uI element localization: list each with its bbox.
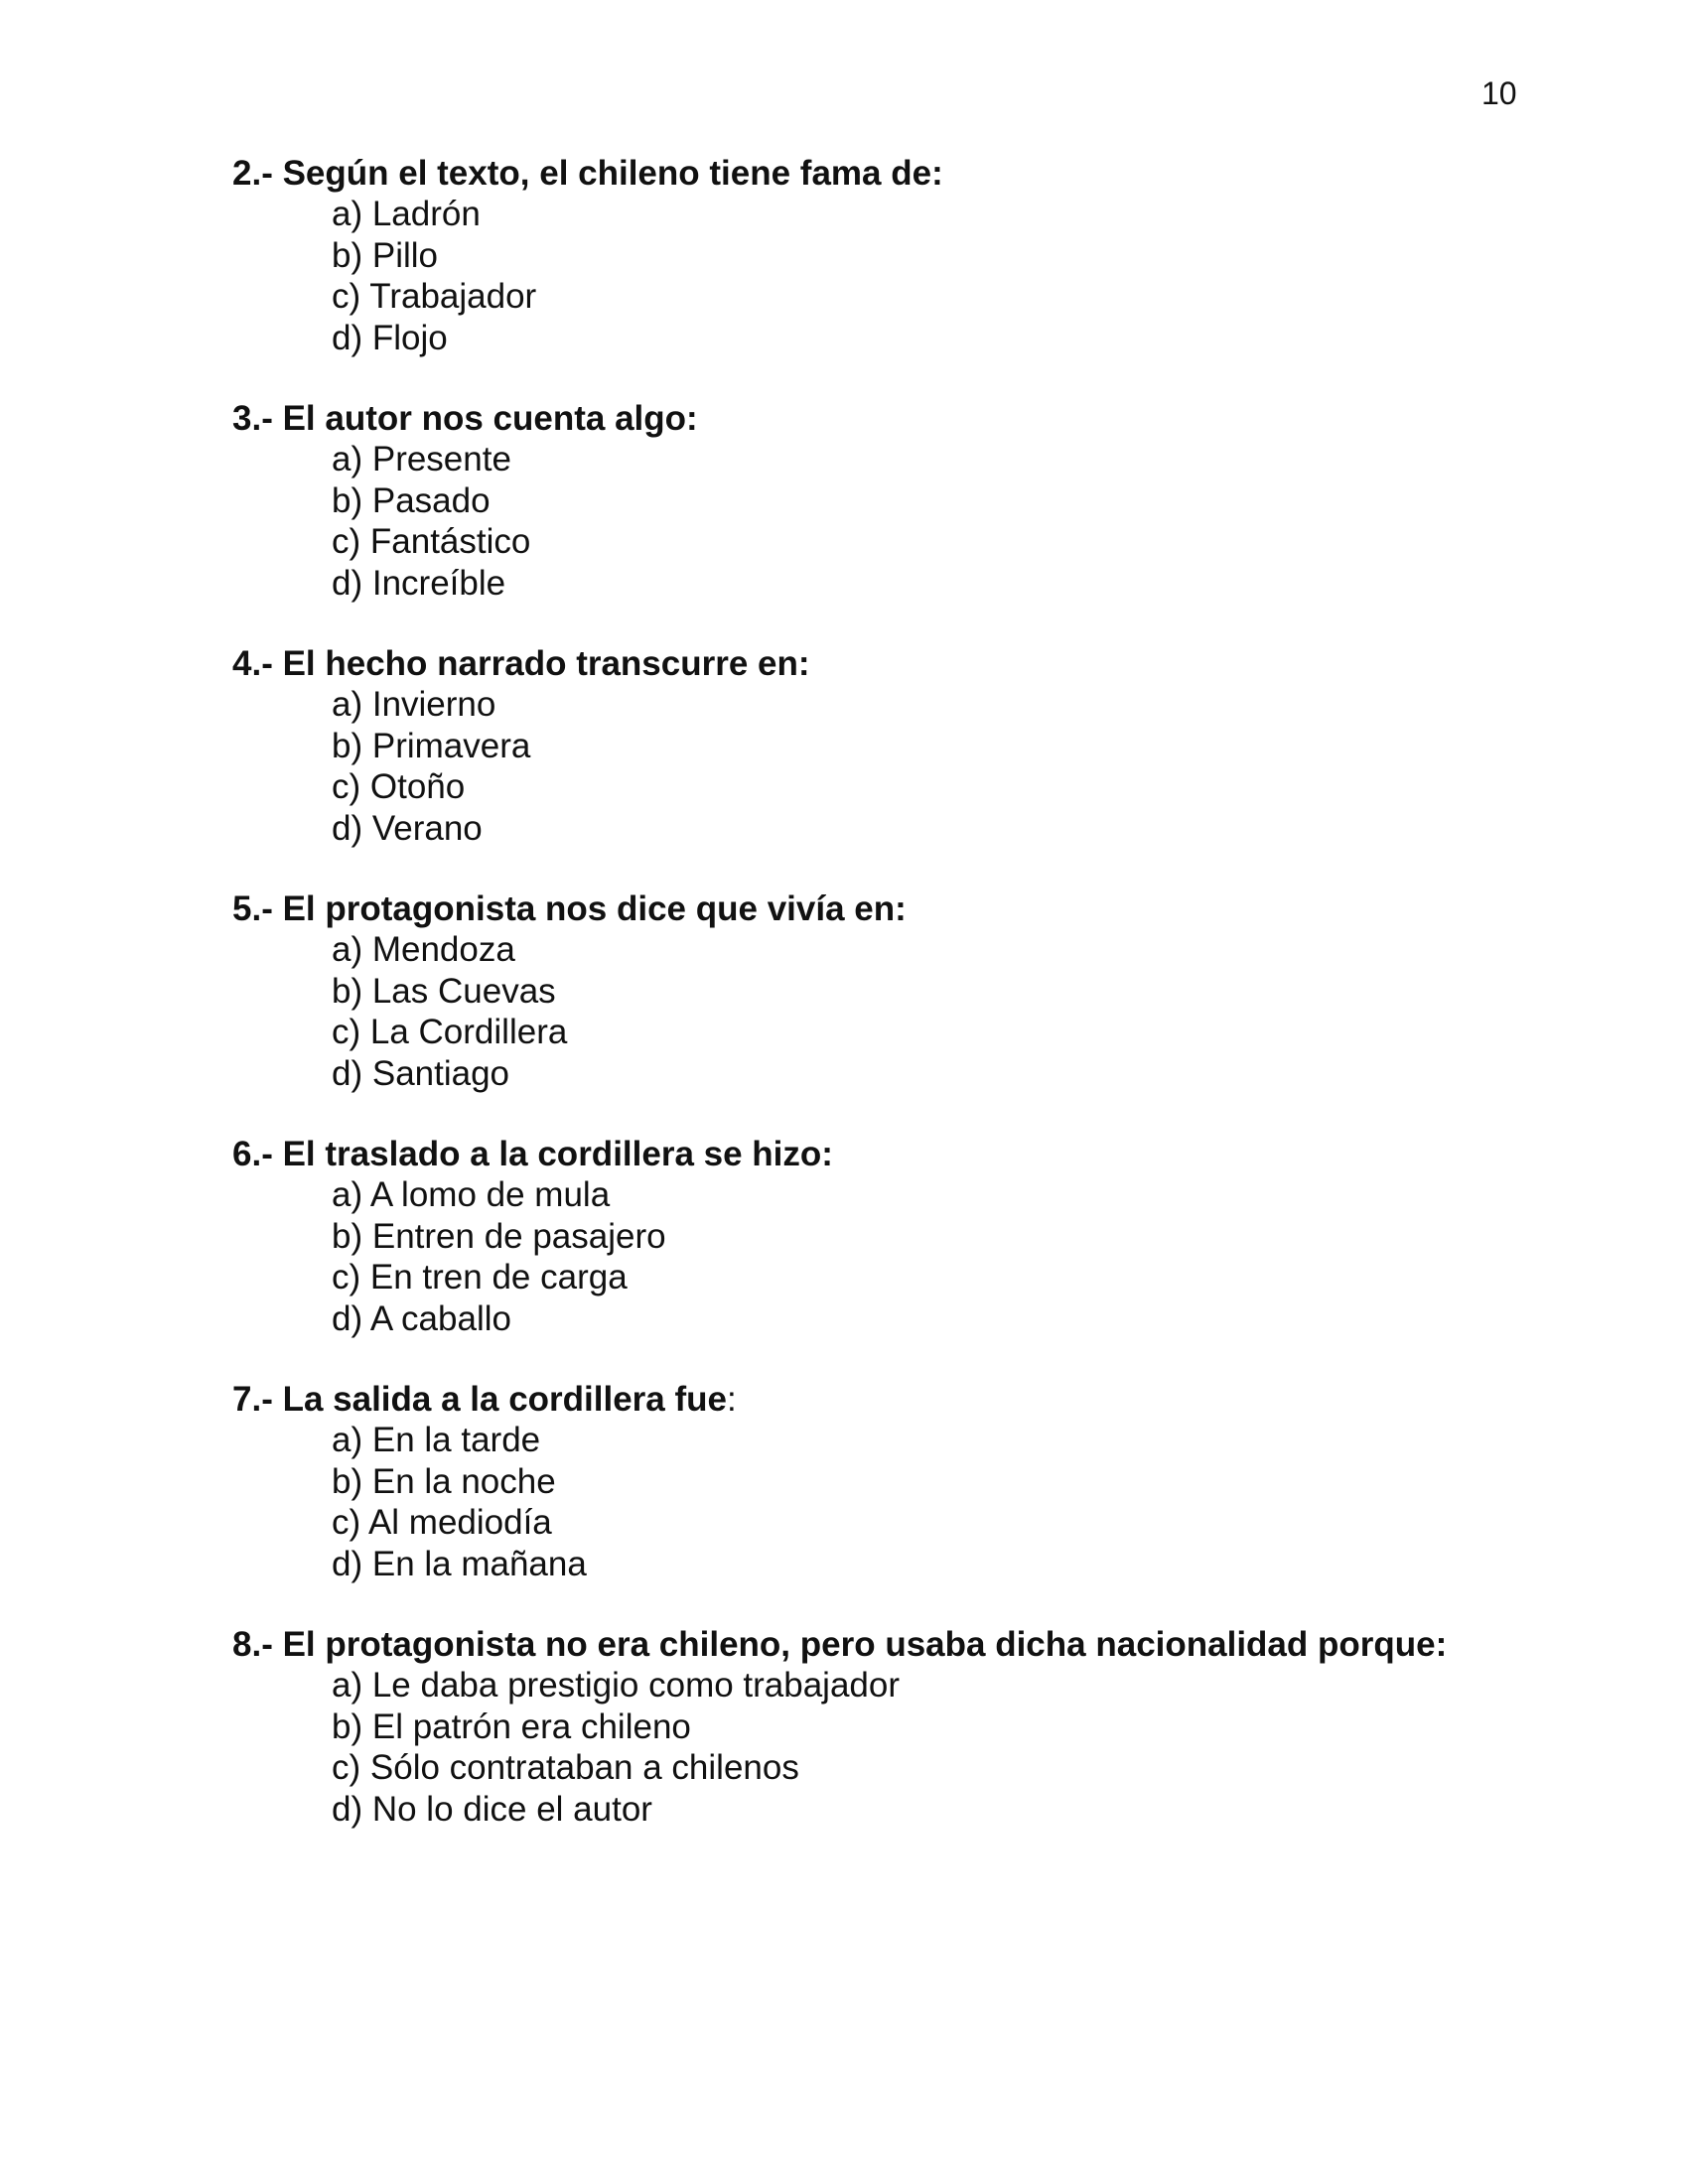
option-d: d) Santiago [332, 1053, 510, 1093]
question-5 [232, 888, 1622, 1094]
question-6 [232, 1134, 1622, 1339]
question-text: 3.- El autor nos cuenta algo: [232, 399, 698, 438]
question-stem [232, 1134, 1622, 1174]
option-b: b) En la noche [332, 1461, 556, 1501]
option-b: b) Primavera [332, 726, 531, 765]
question-suffix: : [726, 1380, 737, 1419]
option-c: c) Fantástico [332, 522, 531, 561]
option-a: a) En la tarde [332, 1421, 541, 1459]
option-list [232, 929, 1622, 1094]
option-list [232, 1665, 1622, 1830]
question-stem [232, 643, 1622, 684]
option-b: b) Entren de pasajero [332, 1216, 666, 1256]
option-list [232, 684, 1622, 849]
question-4 [232, 643, 1622, 849]
question-stem [232, 1379, 1622, 1420]
option-c: c) Sólo contrataban a chilenos [332, 1748, 799, 1787]
question-text: 2.- Según el texto, el chileno tiene fama de: [232, 154, 943, 193]
option-a: a) Le daba prestigio como trabajador [332, 1666, 901, 1705]
option-b: b) Pillo [332, 235, 438, 275]
question-8 [232, 1624, 1622, 1830]
option-d: d) A caballo [332, 1298, 511, 1338]
option-a: a) Ladrón [332, 195, 481, 233]
question-stem [232, 1624, 1622, 1665]
option-d: d) Verano [332, 808, 483, 848]
option-d: d) No lo dice el autor [332, 1789, 652, 1829]
question-text: 4.- El hecho narrado transcurre en: [232, 644, 810, 683]
option-b: b) El patrón era chileno [332, 1706, 691, 1746]
question-3 [232, 398, 1622, 604]
option-b: b) Las Cuevas [332, 971, 556, 1011]
option-list [232, 439, 1622, 604]
option-c: c) La Cordillera [332, 1013, 568, 1051]
option-d: d) En la mañana [332, 1544, 587, 1583]
option-a: a) Mendoza [332, 930, 515, 969]
question-7 [232, 1379, 1622, 1584]
option-c: c) En tren de carga [332, 1258, 628, 1297]
option-list [232, 194, 1622, 358]
question-text: 8.- El protagonista no era chileno, pero usaba dicha nacionalidad porque: [232, 1625, 1448, 1664]
page-number: 10 [1481, 75, 1517, 111]
question-text: 6.- El traslado a la cordillera se hizo: [232, 1135, 833, 1173]
option-list [232, 1420, 1622, 1584]
option-c: c) Trabajador [332, 277, 537, 316]
option-d: d) Flojo [332, 318, 448, 357]
option-a: a) A lomo de mula [332, 1175, 611, 1214]
question-text: 5.- El protagonista nos dice que vivía en: [232, 889, 907, 928]
question-text: 7.- La salida a la cordillera fue [232, 1380, 727, 1419]
option-list [232, 1174, 1622, 1339]
option-d: d) Increíble [332, 563, 506, 603]
option-c: c) Otoño [332, 767, 466, 806]
option-c: c) Al mediodía [332, 1503, 552, 1542]
question-stem [232, 398, 1622, 439]
question-2 [232, 153, 1622, 358]
option-b: b) Pasado [332, 480, 491, 520]
option-a: a) Presente [332, 440, 511, 478]
question-stem [232, 153, 1622, 194]
option-a: a) Invierno [332, 685, 496, 724]
question-list [232, 153, 1622, 1869]
question-stem [232, 888, 1622, 929]
